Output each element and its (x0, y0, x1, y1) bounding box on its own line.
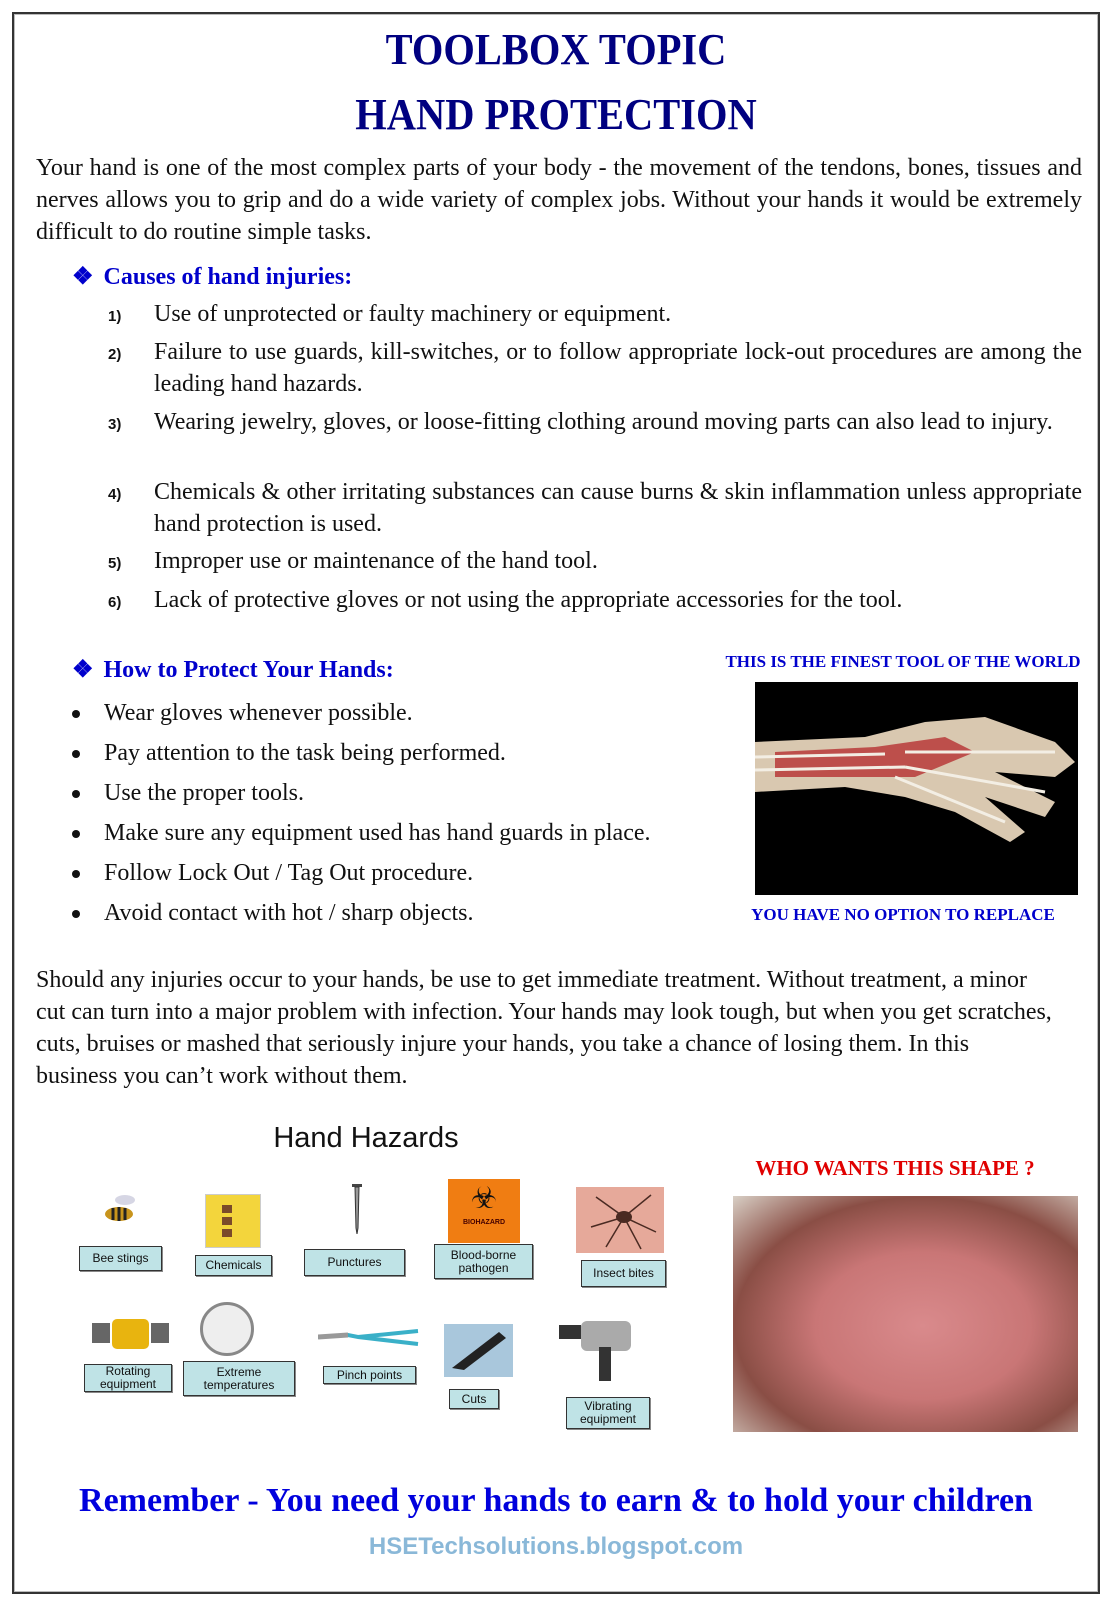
list-item: Failure to use guards, kill-switches, or to follow appropriate lock-out procedures are among the leading hand hazards. (154, 339, 1082, 397)
website-link[interactable]: HSETechsolutions.blogspot.com (368, 1533, 744, 1560)
footer-reminder: Remember - You need your hands to earn & to hold your children (79, 1482, 1033, 1519)
bullet-item (72, 860, 473, 887)
bullet-text: Make sure any equipment used has hand guards in place. (104, 820, 651, 846)
bullet-text: Pay attention to the task being performed. (104, 740, 506, 766)
bullet-item (72, 900, 473, 927)
treatment-paragraph: Should any injuries occur to your hands, be use to get immediate treatment. Without treatment, a minor cut can turn into a major problem with infection. Your hands may look tough, but when you get scratches, cuts, bruises or mashed that seriously injure your hands, you take a chance of losing them. In this business you can’t work without them. (36, 967, 1052, 1089)
causes-heading (72, 262, 352, 291)
bee-icon (97, 1192, 143, 1228)
page-title: TOOLBOX TOPIC (385, 25, 727, 74)
page-subtitle: HAND PROTECTION (355, 90, 757, 139)
hazard-label-rotating-equipment: Rotating equipment (84, 1364, 172, 1392)
bullet-icon (72, 750, 80, 758)
hazard-label-insect-bites: Insect bites (581, 1260, 666, 1287)
hand-image-top-caption: THIS IS THE FINEST TOOL OF THE WORLD (725, 652, 1081, 671)
diamond-bullet-icon: ❖ (72, 657, 94, 683)
hazard-label-cuts: Cuts (449, 1389, 499, 1409)
hazard-label-blood-borne-pathogen: Blood-borne pathogen (434, 1244, 533, 1279)
list-number: 5) (108, 555, 122, 572)
list-number: 6) (108, 594, 122, 611)
hazard-label-extreme-temperatures: Extreme temperatures (183, 1361, 295, 1396)
bullet-icon (72, 870, 80, 878)
injury-caption: WHO WANTS THIS SHAPE ? (755, 1156, 1035, 1180)
bullet-icon (72, 910, 80, 918)
protect-heading (72, 655, 394, 684)
thermometer-dial-icon (200, 1302, 254, 1356)
spider-icon (576, 1187, 664, 1253)
nail-icon (352, 1184, 362, 1234)
bullet-icon (72, 830, 80, 838)
hand-image-bottom-caption: YOU HAVE NO OPTION TO REPLACE (751, 905, 1055, 924)
bullet-icon (72, 790, 80, 798)
bullet-item (72, 740, 506, 767)
biohazard-text: BIOHAZARD (463, 1219, 505, 1226)
injured-hand-photo (733, 1196, 1078, 1432)
bullet-item (72, 700, 413, 727)
protect-heading-text: How to Protect Your Hands: (103, 657, 394, 683)
hazard-label-chemicals: Chemicals (195, 1255, 272, 1276)
biohazard-icon (448, 1179, 520, 1243)
biohazard-symbol-icon: ☣ (470, 1182, 498, 1215)
bullet-text: Wear gloves whenever possible. (104, 700, 413, 726)
list-number: 2) (108, 346, 122, 363)
list-item: Use of unprotected or faulty machinery or equipment. (154, 301, 672, 327)
hazard-label-pinch-points: Pinch points (323, 1366, 416, 1384)
list-number: 1) (108, 308, 122, 325)
causes-heading-text: Causes of hand injuries: (103, 264, 353, 290)
hazards-title: Hand Hazards (273, 1122, 459, 1154)
list-number: 3) (108, 416, 122, 433)
bullet-item (72, 780, 304, 807)
list-item: Chemicals & other irritating substances can cause burns & skin inflammation unless appropriate hand protection is used. (154, 479, 1082, 537)
diamond-bullet-icon: ❖ (72, 264, 94, 290)
bullet-item (72, 820, 651, 847)
bullet-icon (72, 710, 80, 718)
hammer-drill-icon (559, 1317, 646, 1384)
list-number: 4) (108, 486, 122, 503)
pliers-icon (318, 1327, 420, 1348)
utility-knife-icon (444, 1324, 513, 1377)
bullet-text: Use the proper tools. (104, 780, 304, 806)
list-item: Lack of protective gloves or not using the appropriate accessories for the tool. (154, 587, 903, 613)
bullet-text: Follow Lock Out / Tag Out procedure. (104, 860, 474, 886)
hazard-label-bee-stings: Bee stings (79, 1246, 162, 1271)
hand-anatomy-image (755, 682, 1078, 895)
hazard-label-vibrating-equipment: Vibrating equipment (566, 1397, 650, 1429)
intro-paragraph: Your hand is one of the most complex parts of your body - the movement of the tendons, bones, tissues and nerves allows you to grip and do a wide variety of complex jobs. Without your hands it would be extremely difficult to do routine simple tasks. (36, 155, 1082, 245)
list-item: Improper use or maintenance of the hand tool. (154, 548, 598, 574)
hazard-label-punctures: Punctures (304, 1249, 405, 1276)
list-item: Wearing jewelry, gloves, or loose-fitting clothing around moving parts can also lead to injury. (154, 409, 1053, 435)
bench-grinder-icon (92, 1309, 169, 1355)
chemicals-icon (205, 1194, 261, 1248)
bullet-text: Avoid contact with hot / sharp objects. (104, 900, 474, 926)
